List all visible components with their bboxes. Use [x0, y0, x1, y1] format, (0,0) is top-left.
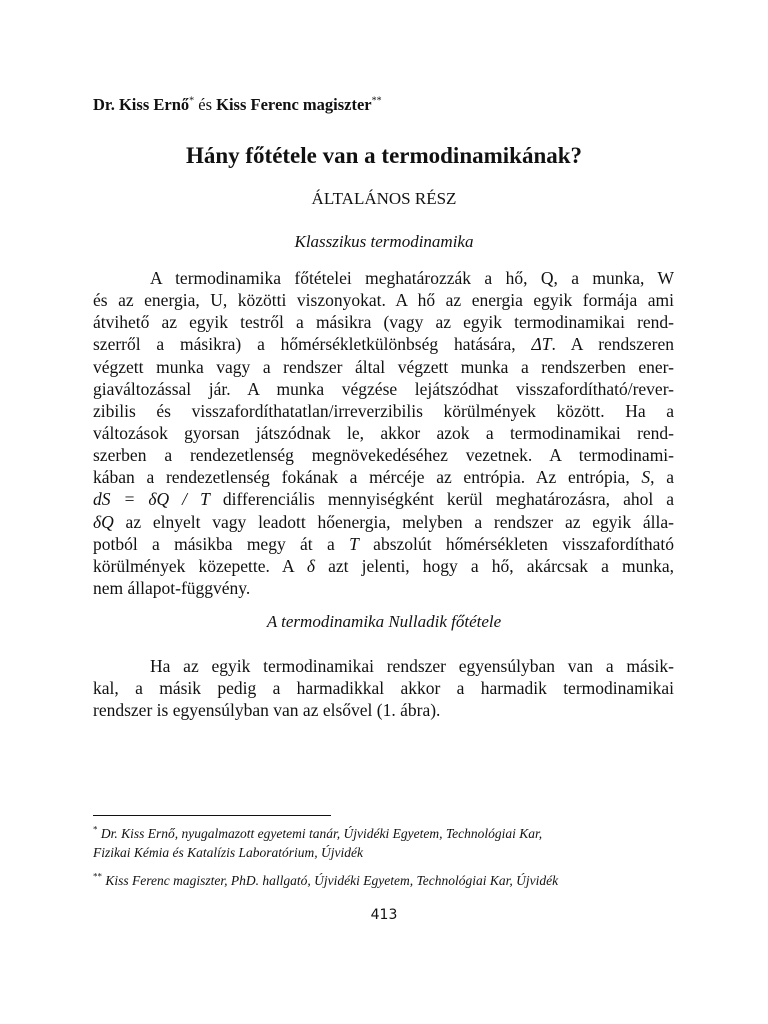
text-segment: végzett munka vagy a rendszer által végzett munka a rendszerben ener- — [93, 356, 674, 377]
italic-math-text: dS = δQ / T — [93, 489, 210, 510]
text-segment: nem állapot-függvény. — [93, 577, 251, 598]
author-connector: és — [194, 95, 217, 114]
text-segment: szerben a rendezetlenség megnövekedéséhez vezetnek. A termodinami- — [93, 445, 674, 466]
italic-math-text: δQ — [93, 511, 114, 532]
text-segment: az elnyelt vagy leadott hőenergia, melyben a rendszer az egyik álla- — [113, 511, 674, 532]
author-2-footnote-mark: ** — [371, 95, 382, 107]
author-2: Kiss Ferenc magiszter — [216, 95, 372, 114]
article-title: Hány főtétele van a termodinamikának? — [185, 143, 583, 168]
text-segment: potból a másikba megy át a — [93, 533, 350, 554]
text-segment: abszolút hőmérsékleten visszafordítható — [358, 533, 674, 554]
text-segment: A termodinamika főtételei meghatározzák a hő, Q, a munka, W — [150, 268, 674, 288]
footnote-1-line-2: Fizikai Kémia és Katalízis Laboratórium, Újvidék — [93, 845, 363, 860]
text-segment: rendszer is egyensúlyban van az elsővel (1. ábra). — [93, 700, 441, 721]
paragraph-line — [93, 400, 674, 422]
text-segment: kában a rendezetlenség fokának a mércéje az entrópia. Az entrópia, — [93, 467, 642, 488]
footnote-2 — [93, 871, 683, 890]
body-paragraph-1 — [93, 267, 674, 599]
paragraph-line — [93, 555, 674, 577]
author-1: Dr. Kiss Ernő — [93, 95, 190, 114]
body-paragraph-2 — [93, 655, 674, 721]
paragraph-line — [93, 577, 674, 599]
text-segment: zibilis és visszafordíthatatlan/irreverzibilis körülmények között. Ha a — [93, 400, 674, 421]
paragraph-line — [93, 311, 674, 333]
subsection-heading-classical: Klasszikus termodinamika — [294, 232, 474, 251]
section-heading: ÁLTALÁNOS RÉSZ — [311, 189, 457, 208]
paragraph-line — [93, 289, 674, 311]
paragraph-line — [93, 699, 674, 721]
italic-math-text: δ — [306, 555, 315, 576]
paragraph-line — [93, 677, 674, 699]
text-segment: azt jelenti, hogy a hő, akárcsak a munka, — [314, 555, 674, 576]
text-segment: változások gyorsan játszódnak le, akkor azok a termodinamikai rend- — [93, 422, 674, 443]
paragraph-line — [93, 466, 674, 488]
footnote-2-line-1: Kiss Ferenc magiszter, PhD. hallgató, Újvidéki Egyetem, Technológiai Kar, Újvidék — [105, 873, 559, 888]
paragraph-line — [93, 378, 674, 400]
paragraph-line — [93, 356, 674, 378]
subsection-heading-zeroth-law: A termodinamika Nulladik főtétele — [266, 612, 502, 631]
footnote-1-mark: * — [93, 824, 98, 835]
text-segment: körülmények közepette. A — [93, 555, 307, 576]
text-segment: szerről a másikra) a hőmérsékletkülönbség hatására, — [93, 334, 532, 355]
paragraph-line — [93, 533, 674, 555]
author-1-footnote-mark: * — [189, 95, 195, 107]
footnote-1-line-1: Dr. Kiss Ernő, nyugalmazott egyetemi tanár, Újvidéki Egyetem, Technológiai Kar, — [100, 826, 543, 841]
paragraph-line — [93, 267, 674, 289]
italic-math-text: S — [641, 467, 651, 488]
text-segment: Ha az egyik termodinamikai rendszer egyensúlyban van a másik- — [150, 656, 674, 676]
footnote-2-mark: ** — [93, 871, 102, 882]
paragraph-line — [93, 511, 674, 533]
author-line — [93, 95, 683, 115]
paragraph-line — [93, 488, 674, 510]
text-segment: . A rendszeren — [551, 334, 674, 355]
italic-math-text: T — [349, 533, 359, 554]
footnote-separator — [93, 815, 331, 816]
italic-math-text: ΔT — [531, 334, 552, 355]
text-segment: differenciális mennyiségként kerül meghatározásra, ahol a — [209, 489, 674, 510]
paragraph-line — [93, 444, 674, 466]
text-segment: , a — [650, 467, 674, 488]
text-segment: kal, a másik pedig a harmadikkal akkor a harmadik termodinamikai — [93, 678, 674, 699]
page-number: 413 — [370, 907, 398, 923]
text-segment: átvihető az egyik testről a másikra (vagy az egyik termodinamikai rend- — [93, 312, 674, 333]
paragraph-line — [93, 655, 674, 677]
paragraph-line — [93, 333, 674, 355]
text-segment: giaváltozással jár. A munka végzése lejátszódhat visszafordítható/rever- — [93, 378, 674, 399]
footnote-1 — [93, 824, 683, 862]
text-segment: és az energia, U, közötti viszonyokat. A hő az energia egyik formája ami — [93, 290, 674, 311]
paragraph-line — [93, 422, 674, 444]
